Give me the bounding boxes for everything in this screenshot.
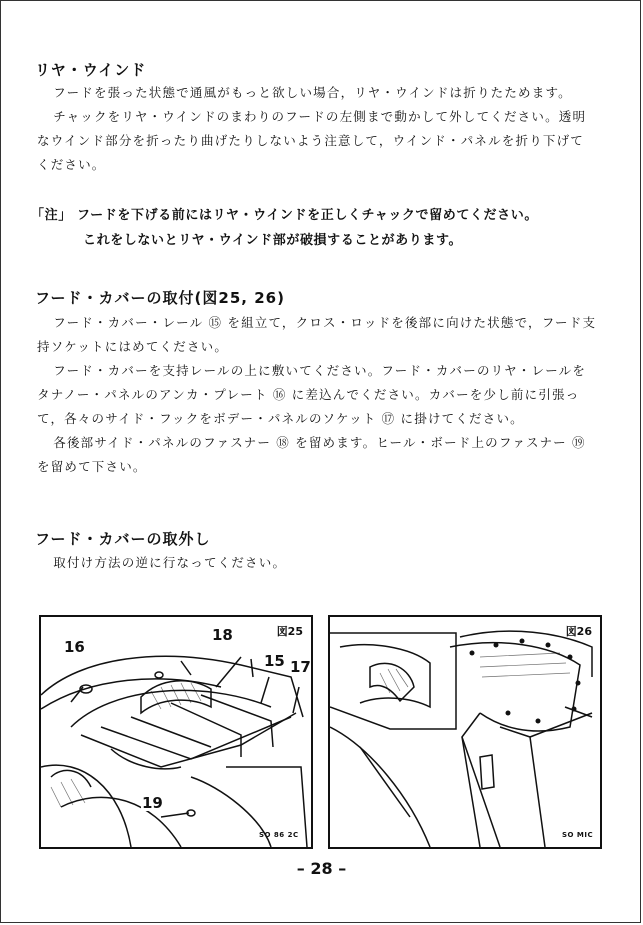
- caution-note: [31, 203, 621, 253]
- callout-19: 19: [142, 794, 163, 812]
- paragraph: チャックをリヤ・ウインドのまわりのフードの左側まで動かして外してください。透明なウインド部分を折ったり曲げたりしないよう注意して，ウインド・パネルを折り下げてください。: [37, 109, 587, 172]
- section-body-cover-install: [37, 311, 597, 479]
- note-label: 「注」: [31, 208, 72, 223]
- note-line-1: フードを下げる前にはリヤ・ウインドを正しくチャックで留めてください。: [76, 208, 538, 223]
- figure-25: [39, 615, 313, 849]
- figure-26: [328, 615, 602, 849]
- figure-25-label: 図25: [276, 625, 303, 638]
- paragraph: フードを張った状態で通風がもっと欲しい場合，リヤ・ウインドは折りたためます。: [53, 85, 572, 100]
- page-number: – 28 –: [296, 859, 347, 878]
- section-heading-rear-window: リヤ・ウインド: [35, 61, 147, 79]
- paragraph: フード・カバー・レール ⑮ を組立て，クロス・ロッドを後部に向けた状態で，フード支持ソケットにはめてください。: [37, 315, 597, 354]
- callout-18: 18: [212, 626, 233, 644]
- figure-25-code: SO 86 2C: [259, 831, 299, 839]
- section-heading-cover-removal: フード・カバーの取外し: [35, 530, 211, 548]
- section-body-rear-window: [37, 81, 597, 177]
- paragraph: 取付け方法の逆に行なってください。: [53, 555, 287, 570]
- figure-26-label: 図26: [565, 625, 592, 638]
- callout-16: 16: [64, 638, 85, 656]
- figure-26-illustration: [330, 617, 600, 847]
- section-body-cover-removal: [37, 551, 597, 575]
- paragraph: 各後部サイド・パネルのファスナー ⑱ を留めます。ヒール・ボード上のファスナー ⑲ を留めて下さい。: [37, 435, 586, 474]
- paragraph: フード・カバーを支持レールの上に敷いてください。フード・カバーのリヤ・レールをタナノー・パネルのアンカ・プレート ⑯ に差込んでください。カバーを少し前に引張って，各々のサイド・フックをボデー・パネルのソケット ⑰ に掛けてください。: [37, 363, 587, 426]
- callout-15: 15: [264, 652, 285, 670]
- note-line-2: これをしないとリヤ・ウインド部が破損することがあります。: [83, 233, 463, 248]
- callout-17: 17: [290, 658, 311, 676]
- figure-26-code: SO MIC: [562, 831, 594, 839]
- section-heading-cover-install: フード・カバーの取付(図25, 26): [35, 289, 285, 307]
